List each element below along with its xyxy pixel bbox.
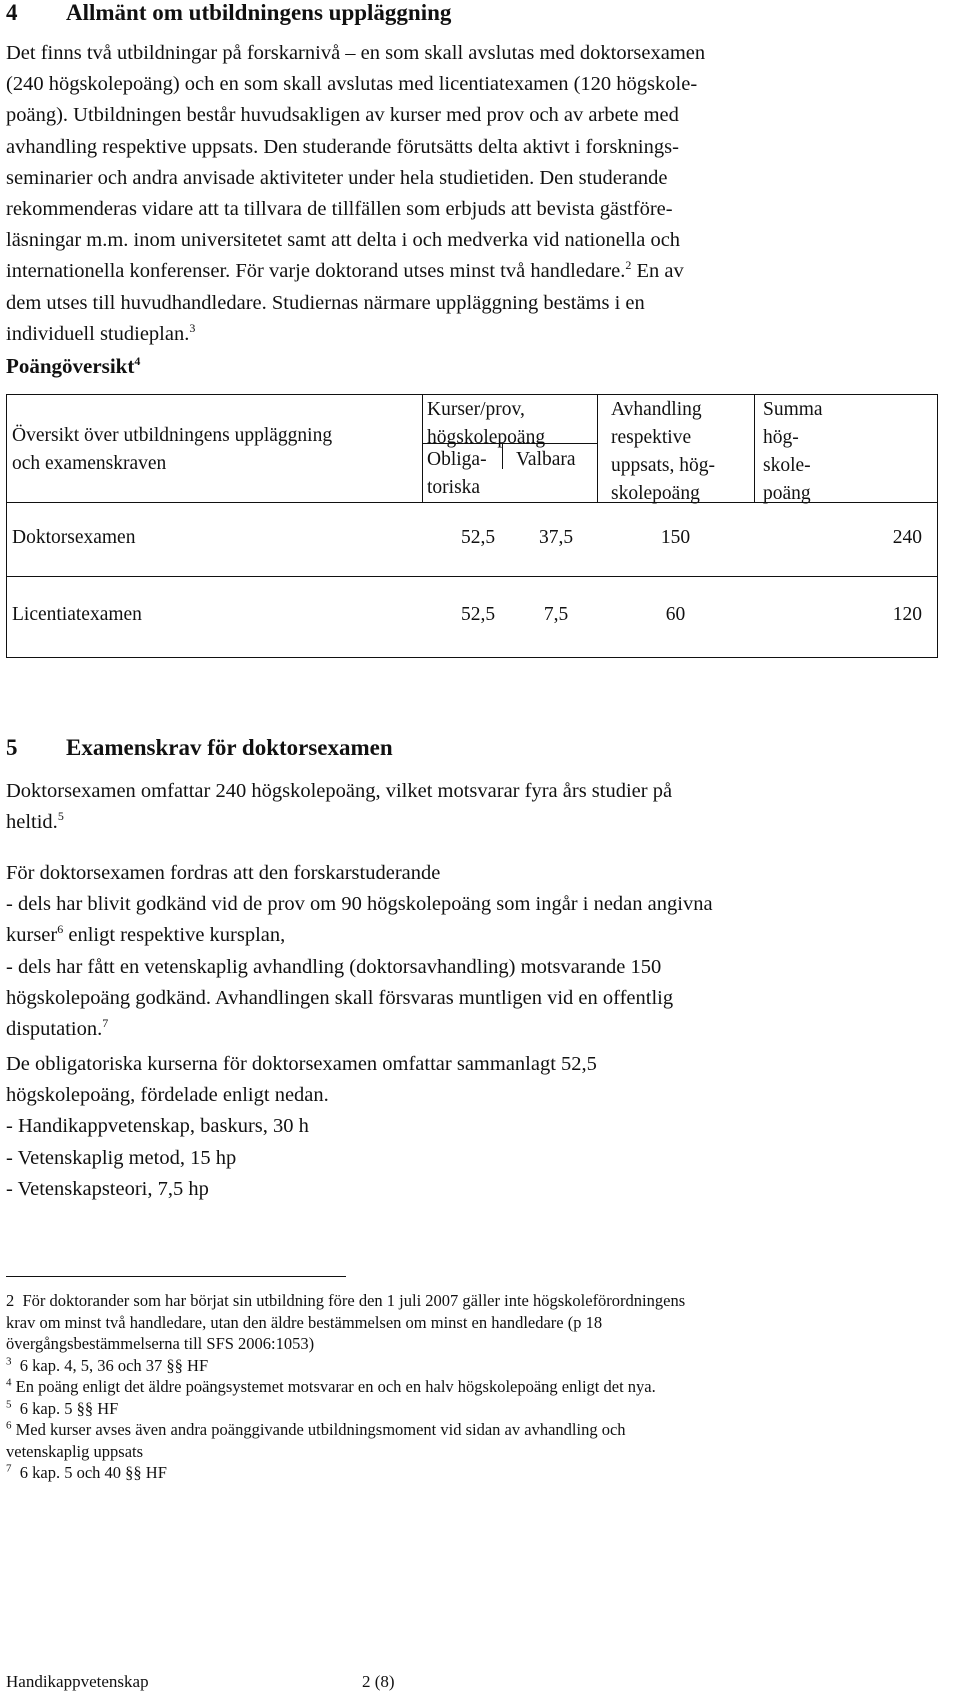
text-line: högskolepoäng <box>427 427 546 448</box>
section-title: Examenskrav för doktorsexamen <box>66 735 393 760</box>
text-fragment: kurser <box>6 924 58 947</box>
footnote-text: 6 kap. 4, 5, 36 och 37 §§ HF <box>19 1355 209 1375</box>
text-line: uppsats, hög- <box>611 455 715 476</box>
table-header-sum <box>763 396 823 508</box>
footnote-continuation: vetenskaplig uppsats <box>6 1441 144 1461</box>
footnote-ref[interactable]: 7 <box>102 1016 109 1031</box>
footnote-mark: 2 <box>6 1291 15 1310</box>
text-line: seminarier och andra anvisade aktiviteter under hela studietiden. Den studerande <box>6 166 668 189</box>
text-fragment: internationella konferenser. För varje doktorand utses minst två handledare. <box>6 260 626 283</box>
table-row-divider <box>6 576 938 577</box>
text-line: respektive <box>611 427 692 448</box>
points-overview-heading <box>6 354 140 379</box>
table-border-bottom <box>6 657 938 658</box>
text-line: Doktorsexamen omfattar 240 högskolepoäng, vilket motsvarar fyra års studier på <box>6 780 673 802</box>
footer-title: Handikappvetenskap <box>6 1672 149 1691</box>
table-header-mandatory <box>427 446 487 502</box>
table-header-courses <box>427 396 545 452</box>
text-line: För doktorsexamen fordras att den forskarstuderande <box>6 862 441 884</box>
footnote-ref[interactable]: 5 <box>57 809 64 824</box>
text-line: och examenskraven <box>12 453 167 474</box>
table-cell-elective: 37,5 <box>538 527 574 548</box>
footnote <box>6 1376 941 1398</box>
text-line: skolepoäng <box>611 483 700 504</box>
footnote-separator <box>6 1276 346 1277</box>
text-line: högskolepoäng, fördelade enligt nedan. <box>6 1084 329 1107</box>
section-5-paragraph-2 <box>6 858 946 1045</box>
section-number: 4 <box>6 0 18 25</box>
text-fragment: enligt respektive kursplan, <box>63 924 286 947</box>
text-line <box>6 920 946 951</box>
text-line: poäng <box>763 483 811 504</box>
table-col-divider <box>422 394 423 502</box>
footnote-text: 6 kap. 5 och 40 §§ HF <box>19 1463 167 1482</box>
text-fragment: heltid. <box>6 811 58 834</box>
table-row-name: Doktorsexamen <box>12 527 136 548</box>
footnote-text: En poäng enligt det äldre poängsystemet motsvarar en och en halv högskolepoäng enligt det nya. <box>15 1377 656 1396</box>
section-4-body <box>6 38 946 350</box>
footnote-ref[interactable]: 2 <box>625 258 632 273</box>
text-line: Det finns två utbildningar på forskarnivå – en som skall avslutas med doktorsexamen <box>6 42 706 64</box>
footnote <box>6 1398 941 1420</box>
table-cell-thesis: 60 <box>665 604 686 625</box>
footnote-mark: 6 <box>6 1419 12 1432</box>
subheading-title: Poängöversikt <box>6 354 135 378</box>
table-cell-elective: 7,5 <box>543 604 569 625</box>
text-line: högskolepoäng godkänd. Avhandlingen skall försvaras muntligen vid en offentlig <box>6 986 674 1009</box>
text-line <box>6 256 946 287</box>
footnote-mark: 7 <box>6 1462 12 1475</box>
text-fragment: individuell studieplan. <box>6 322 190 345</box>
text-fragment: En av <box>631 260 684 283</box>
section-5-paragraph-1 <box>6 776 946 838</box>
footnote <box>6 1419 941 1441</box>
text-line: poäng). Utbildningen består huvudsakligen av kurser med prov och av arbete med <box>6 104 679 127</box>
section-4-heading <box>6 0 451 26</box>
footnote <box>6 1355 941 1377</box>
page-number: 2 (8) <box>362 1672 395 1691</box>
footnote-ref[interactable]: 6 <box>57 922 64 937</box>
text-line: hög- <box>763 427 799 448</box>
text-line: avhandling respektive uppsats. Den studerande förutsätts delta aktivt i forsknings- <box>6 135 679 158</box>
table-border-top <box>6 394 938 395</box>
table-header-elective: Valbara <box>516 449 576 470</box>
table-header-thesis <box>611 396 715 508</box>
section-5-paragraph-3 <box>6 1049 946 1205</box>
text-line: toriska <box>427 477 481 498</box>
text-line: De obligatoriska kurserna för doktorsexamen omfattar sammanlagt 52,5 <box>6 1053 597 1075</box>
table-col-divider <box>597 394 598 502</box>
text-line: Summa <box>763 399 823 420</box>
footnote-mark: 3 <box>6 1355 12 1367</box>
section-5-heading <box>6 735 393 761</box>
footnote-text: Med kurser avses även andra poänggivande utbildningsmoment vid sidan av avhandling och <box>15 1420 626 1439</box>
footnotes <box>6 1290 941 1484</box>
text-line: (240 högskolepoäng) och en som skall avslutas med licentiatexamen (120 högskole- <box>6 73 698 96</box>
footnote-text: För doktorander som har börjat sin utbildning före den 1 juli 2007 gäller inte högskoleförordningens <box>22 1291 686 1310</box>
footnote <box>6 1462 941 1484</box>
footnote-mark: 5 <box>6 1398 12 1410</box>
table-row-name: Licentiatexamen <box>12 604 142 625</box>
text-fragment: disputation. <box>6 1018 103 1041</box>
text-line: - dels har blivit godkänd vid de prov om 90 högskolepoäng som ingår i nedan angivna <box>6 893 713 916</box>
list-item: - Vetenskapsteori, 7,5 hp <box>6 1177 209 1200</box>
text-line <box>6 807 946 838</box>
footnote-continuation: övergångsbestämmelserna till SFS 2006:1053) <box>6 1334 315 1353</box>
text-line: Kurser/prov, <box>427 399 525 420</box>
footnote-mark: 4 <box>6 1376 12 1389</box>
text-line: - dels har fått en vetenskaplig avhandling (doktorsavhandling) motsvarande 150 <box>6 955 662 978</box>
table-cell-mandatory: 52,5 <box>460 527 496 548</box>
table-description <box>12 422 332 478</box>
table-col-divider <box>754 394 755 502</box>
footnote-continuation: krav om minst två handledare, utan den äldre bestämmelsen om minst en handledare (p 18 <box>6 1312 603 1332</box>
footnote-ref[interactable]: 3 <box>189 321 196 335</box>
text-line: Obliga- <box>427 449 487 470</box>
list-item: - Vetenskaplig metod, 15 hp <box>6 1146 237 1169</box>
table-cell-mandatory: 52,5 <box>460 604 496 625</box>
text-line <box>6 1014 946 1045</box>
points-table <box>6 394 938 658</box>
table-border-right <box>937 394 938 658</box>
text-line: Avhandling <box>611 399 702 420</box>
table-cell-thesis: 150 <box>660 527 691 548</box>
table-cell-sum: 240 <box>892 527 922 548</box>
footnote-ref[interactable]: 4 <box>134 354 141 368</box>
section-title: Allmänt om utbildningens uppläggning <box>66 0 452 25</box>
footnote-text: 6 kap. 5 §§ HF <box>19 1398 119 1418</box>
text-line: skole- <box>763 455 811 476</box>
text-line: läsningar m.m. inom universitetet samt att delta i och medverka vid nationella och <box>6 229 681 252</box>
text-line: rekommenderas vidare att ta tillvara de tillfällen som erbjuds att bevista gästföre- <box>6 198 673 221</box>
footnote <box>6 1290 941 1312</box>
section-number: 5 <box>6 735 18 760</box>
list-item: - Handikappvetenskap, baskurs, 30 h <box>6 1115 309 1138</box>
table-border-left <box>6 394 7 658</box>
text-line: Översikt över utbildningens uppläggning <box>12 425 333 446</box>
text-line <box>6 319 946 350</box>
table-cell-sum: 120 <box>892 604 922 625</box>
text-line: dem utses till huvudhandledare. Studiernas närmare uppläggning bestäms i en <box>6 291 645 314</box>
